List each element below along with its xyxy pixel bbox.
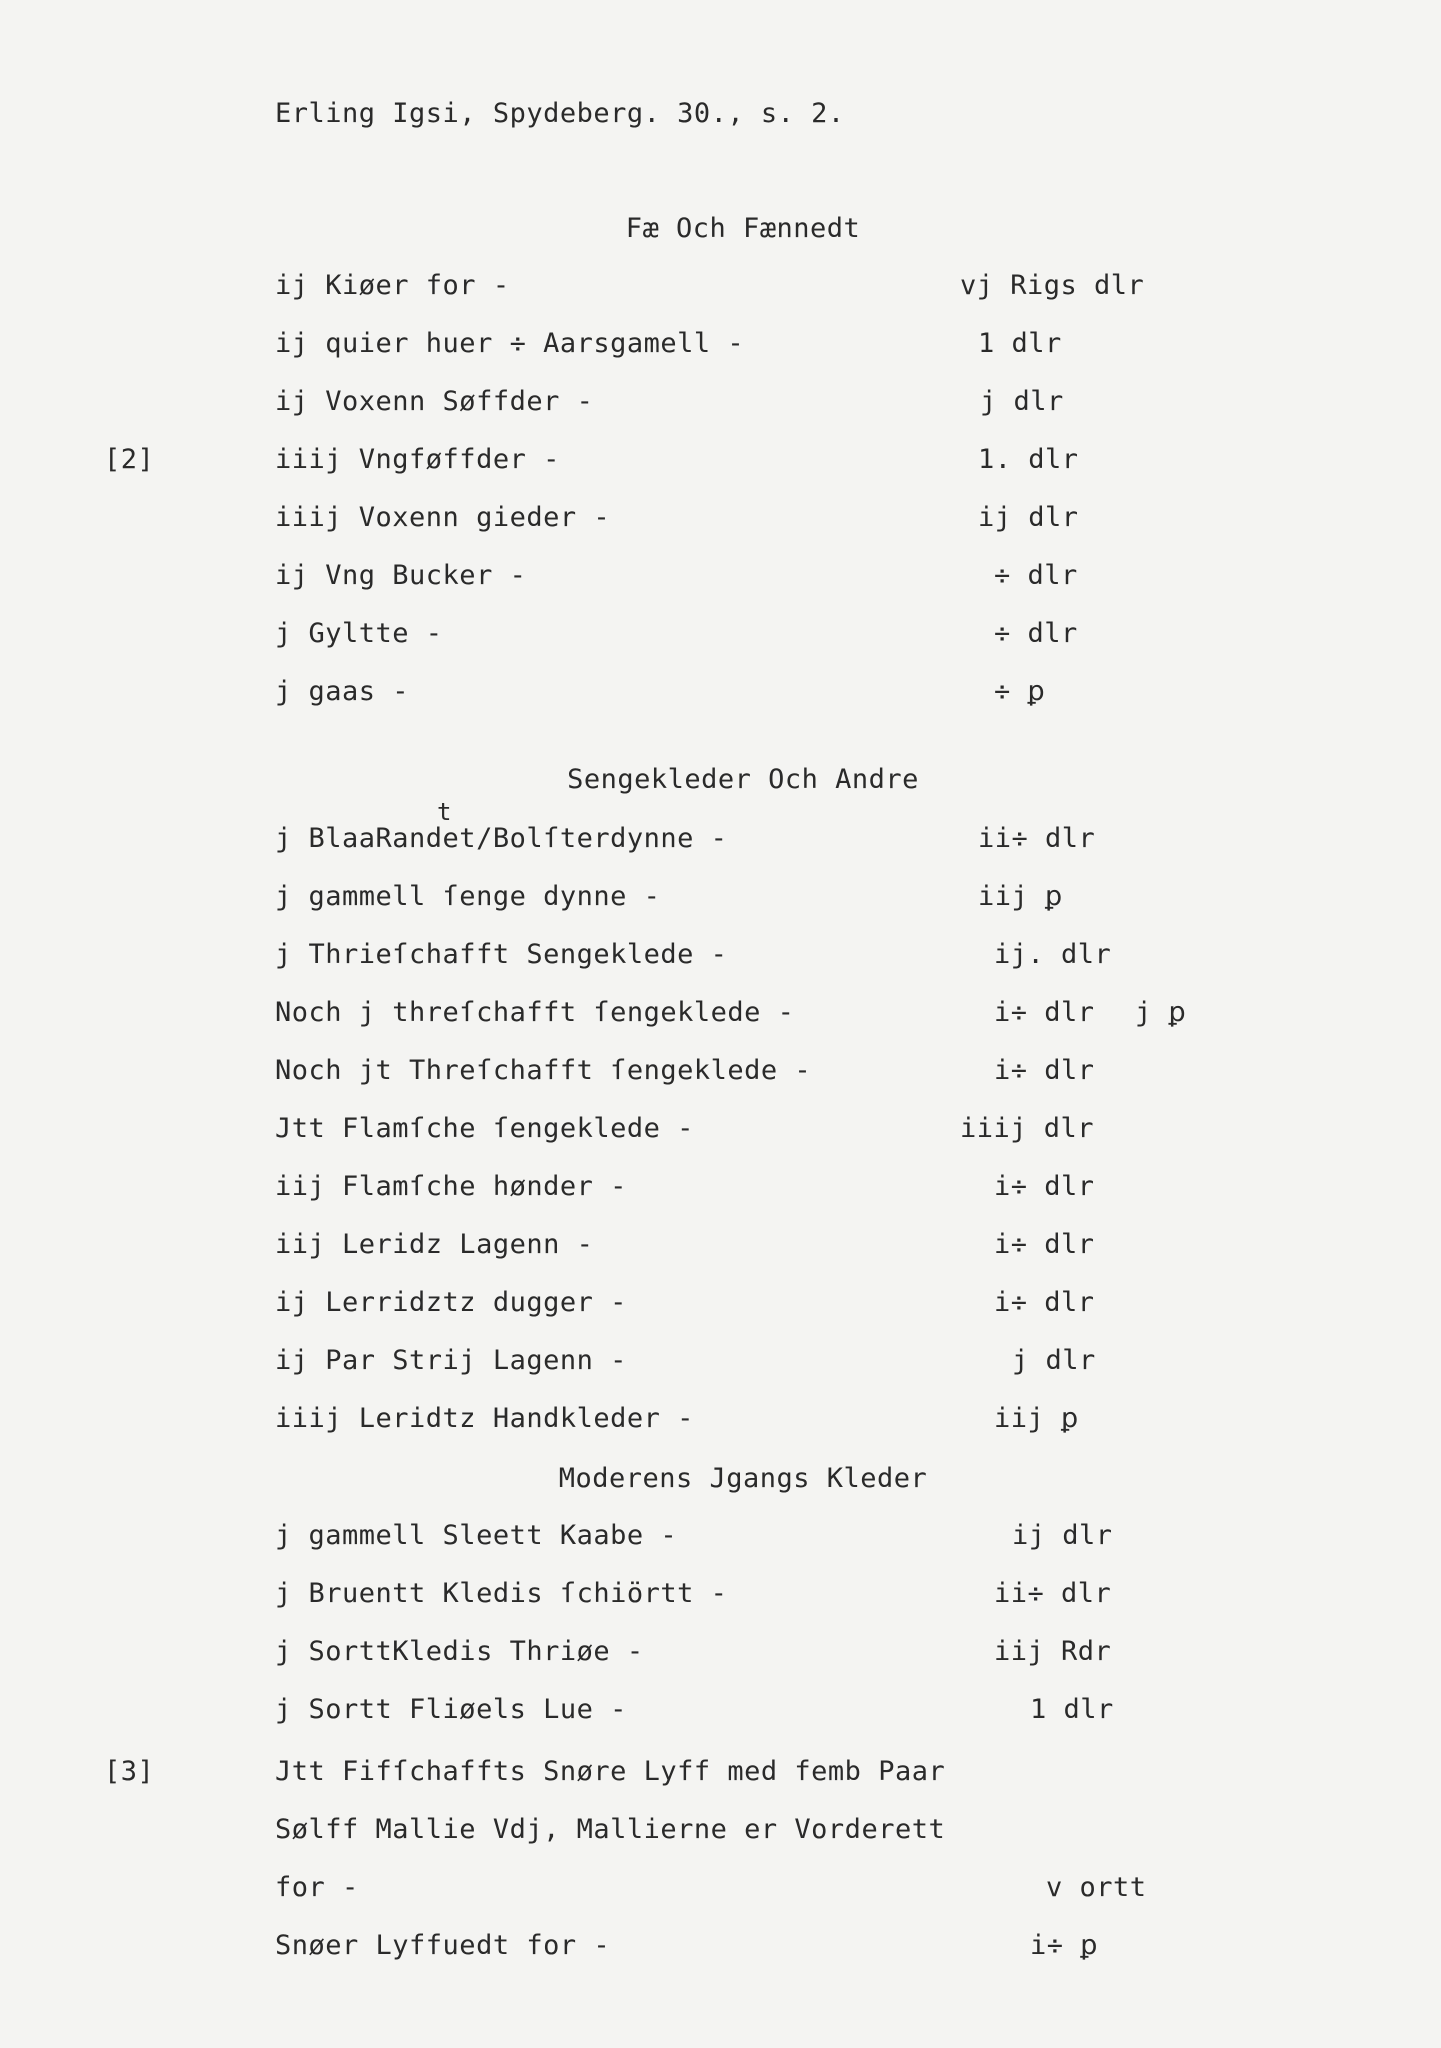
inventory-item: j Thrieſchafft Sengeklede - (275, 939, 728, 970)
inventory-item: ij Lerridztz dugger - (275, 1287, 627, 1318)
item-value: i÷ dlr (994, 997, 1095, 1028)
item-value: i÷ dlr (994, 1229, 1095, 1260)
section-heading: Sengekleder Och Andre (567, 764, 919, 795)
item-value: iij Rdr (994, 1636, 1112, 1667)
inventory-item: Snøer Lyffuedt for - (275, 1930, 611, 1961)
item-value: ij dlr (978, 502, 1079, 533)
inventory-item: Noch jt Threſchafft ſengeklede - (275, 1055, 812, 1086)
item-value: ÷ ꝑ (994, 676, 1046, 707)
inventory-item: j gammell ſenge dynne - (275, 881, 661, 912)
item-value: j dlr (1012, 1345, 1096, 1376)
inventory-item: j gammell Sleett Kaabe - (275, 1520, 678, 1551)
item-value: 1. dlr (978, 444, 1079, 475)
margin-note: [2] (104, 444, 155, 475)
item-value: ij dlr (1012, 1520, 1113, 1551)
inventory-item: j gaas - (275, 676, 410, 707)
section-heading: Moderens Jgangs Kleder (558, 1463, 928, 1494)
inventory-item: j Bruentt Kledis ſchiörtt - (275, 1578, 728, 1609)
inventory-item: iij Flamſche hønder - (275, 1171, 627, 1202)
inventory-item: ij Vng Bucker - (275, 560, 527, 591)
item-value: j dlr (980, 386, 1064, 417)
inventory-item: ij quier huer ÷ Aarsgamell - (275, 328, 745, 359)
page-header: Erling Igsi, Spydeberg. 30., s. 2. (275, 98, 845, 129)
item-value: 1 dlr (1030, 1694, 1114, 1725)
item-value: ÷ dlr (994, 618, 1078, 649)
superscript-insertion: t (437, 798, 452, 826)
inventory-item: ij Kiøer for - (275, 270, 510, 301)
inventory-item: iij Leridz Lagenn - (275, 1229, 594, 1260)
section-heading: Fæ Och Fænnedt (625, 213, 861, 244)
inventory-item: j BlaaRandet/Bolſterdynne - (275, 823, 728, 854)
inventory-item: iiij Vngføffder - (275, 444, 560, 475)
item-value: vj Rigs dlr (960, 270, 1145, 301)
inventory-item: Noch j threſchafft ſengeklede - (275, 997, 795, 1028)
item-value: ii÷ dlr (994, 1578, 1112, 1609)
inventory-item: j SorttKledis Thriøe - (275, 1636, 644, 1667)
item-value: 1 dlr (978, 328, 1062, 359)
inventory-item: iiij Voxenn gieder - (275, 502, 611, 533)
margin-note: [3] (104, 1756, 155, 1787)
inventory-item: Jtt Flamſche ſengeklede - (275, 1113, 694, 1144)
item-extra-value: j ꝑ (1135, 997, 1187, 1028)
item-value: ÷ dlr (994, 560, 1078, 591)
item-value: iij ꝑ (994, 1403, 1079, 1434)
inventory-item: j Gyltte - (275, 618, 443, 649)
item-value: ii÷ dlr (978, 823, 1096, 854)
item-value: i÷ dlr (994, 1055, 1095, 1086)
item-value: iiij dlr (960, 1113, 1095, 1144)
inventory-item: j Sortt Fliøels Lue - (275, 1694, 627, 1725)
inventory-item: ij Voxenn Søffder - (275, 386, 594, 417)
item-value: i÷ ꝑ (1030, 1930, 1098, 1961)
item-value: i÷ dlr (994, 1287, 1095, 1318)
inventory-item: Jtt Fifſchaffts Snøre Lyff med femb Paar (275, 1756, 946, 1787)
item-value: iij ꝑ (978, 881, 1063, 912)
item-value: i÷ dlr (994, 1171, 1095, 1202)
item-value: ij. dlr (994, 939, 1112, 970)
item-value: v ortt (1046, 1872, 1147, 1903)
inventory-item: for - (275, 1872, 359, 1903)
inventory-item: ij Par Strij Lagenn - (275, 1345, 627, 1376)
inventory-item: iiij Leridtz Handkleder - (275, 1403, 694, 1434)
inventory-item: Sølff Mallie Vdj, Mallierne er Vorderett (275, 1814, 946, 1845)
